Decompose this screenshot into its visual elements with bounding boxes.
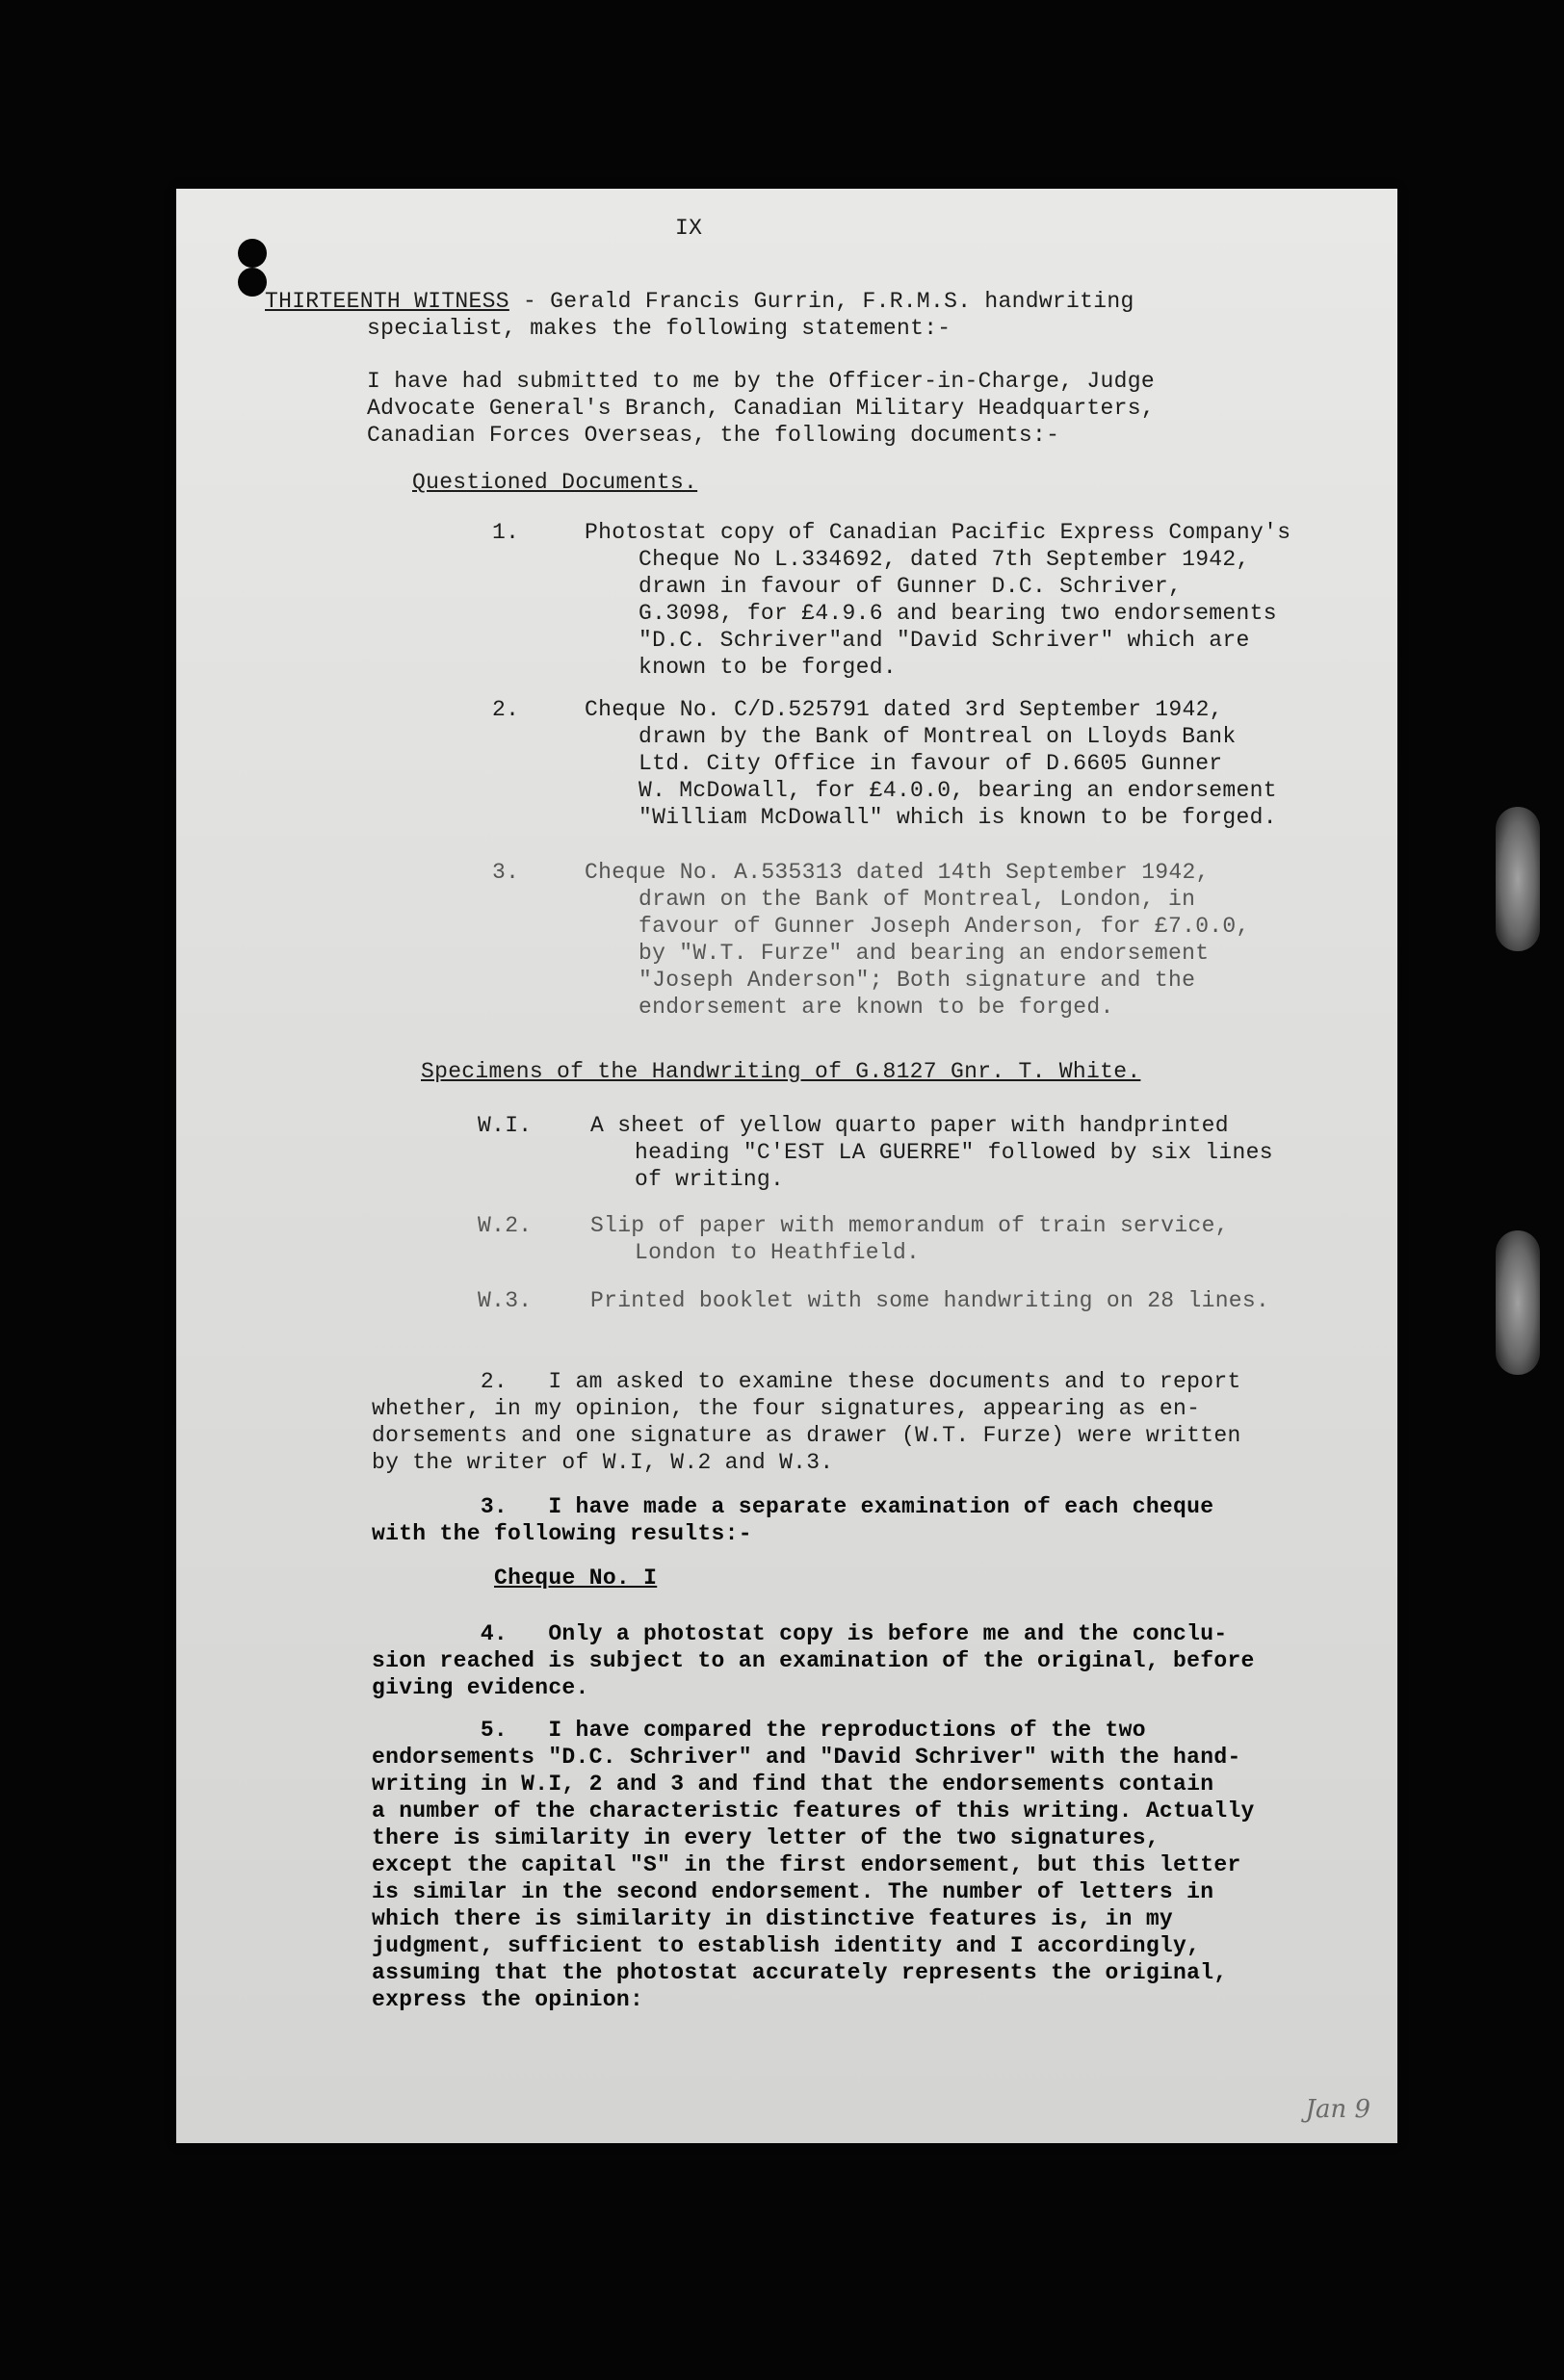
specimens-number: W.I. bbox=[478, 1113, 533, 1138]
para5-line: except the capital "S" in the first endorsement, but this letter bbox=[372, 1852, 1241, 1877]
specimens-number: W.2. bbox=[478, 1213, 533, 1238]
witness-heading-label: THIRTEENTH WITNESS bbox=[265, 289, 509, 314]
punch-hole-top bbox=[238, 239, 267, 268]
para5-line: assuming that the photostat accurately represents the original, bbox=[372, 1960, 1228, 1985]
document-page bbox=[176, 189, 1397, 2143]
para5-line: endorsements "D.C. Schriver" and "David Schriver" with the hand- bbox=[372, 1745, 1241, 1770]
right-edge-blot-lower bbox=[1496, 1230, 1540, 1375]
witness-heading-line-1 bbox=[265, 289, 1134, 316]
specimens-line: Printed booklet with some handwriting on 28 lines. bbox=[590, 1288, 1270, 1313]
para5-line: express the opinion: bbox=[372, 1987, 644, 2012]
questioned-line: Photostat copy of Canadian Pacific Express Company's bbox=[585, 520, 1291, 545]
questioned-line: "Joseph Anderson"; Both signature and the bbox=[639, 968, 1196, 993]
punch-hole-bottom bbox=[238, 268, 267, 297]
cheque-no-heading: Cheque No. I bbox=[494, 1565, 658, 1591]
para5-line: judgment, sufficient to establish identity and I accordingly, bbox=[372, 1933, 1201, 1958]
questioned-line: drawn by the Bank of Montreal on Lloyds Bank bbox=[639, 724, 1237, 749]
specimens-line: heading "C'EST LA GUERRE" followed by six lines bbox=[635, 1140, 1273, 1165]
questioned-line: G.3098, for £4.9.6 and bearing two endorsements bbox=[639, 601, 1277, 626]
para2-line: dorsements and one signature as drawer (W.T. Furze) were written bbox=[372, 1423, 1241, 1448]
specimens-line: A sheet of yellow quarto paper with handprinted bbox=[590, 1113, 1229, 1138]
intro-line: I have had submitted to me by the Officer-in-Charge, Judge bbox=[367, 369, 1155, 394]
para5-line: which there is similarity in distinctive features is, in my bbox=[372, 1906, 1174, 1931]
questioned-number: 2. bbox=[492, 697, 520, 722]
questioned-documents-heading: Questioned Documents. bbox=[412, 470, 698, 495]
right-edge-blot-upper bbox=[1496, 807, 1540, 951]
questioned-number: 3. bbox=[492, 860, 520, 885]
questioned-line: Cheque No. A.535313 dated 14th September 1942, bbox=[585, 860, 1210, 885]
para3-line: with the following results:- bbox=[372, 1521, 752, 1546]
witness-heading-text: - Gerald Francis Gurrin, F.R.M.S. handwriting bbox=[508, 289, 1134, 314]
questioned-line: Ltd. City Office in favour of D.6605 Gunner bbox=[639, 751, 1223, 776]
intro-line: Advocate General's Branch, Canadian Military Headquarters, bbox=[367, 396, 1155, 421]
questioned-line: drawn on the Bank of Montreal, London, in bbox=[639, 887, 1196, 912]
questioned-line: "D.C. Schriver"and "David Schriver" which are bbox=[639, 628, 1250, 653]
para5-line: writing in W.I, 2 and 3 and find that the endorsements contain bbox=[372, 1772, 1214, 1797]
para4-line: giving evidence. bbox=[372, 1675, 589, 1700]
questioned-line: "William McDowall" which is known to be forged. bbox=[639, 805, 1277, 830]
questioned-line: by "W.T. Furze" and bearing an endorsement bbox=[639, 941, 1210, 966]
page-number: IX bbox=[675, 216, 703, 241]
intro-line: Canadian Forces Overseas, the following documents:- bbox=[367, 423, 1060, 448]
witness-heading-line-2: specialist, makes the following statement:- bbox=[367, 316, 951, 341]
para4-line: sion reached is subject to an examination of the original, before bbox=[372, 1648, 1255, 1673]
specimens-heading: Specimens of the Handwriting of G.8127 Gnr. T. White. bbox=[421, 1059, 1141, 1084]
questioned-line: W. McDowall, for £4.0.0, bearing an endorsement bbox=[639, 778, 1277, 803]
para5-line: a number of the characteristic features of this writing. Actually bbox=[372, 1798, 1255, 1824]
questioned-line: known to be forged. bbox=[639, 655, 897, 680]
specimens-number: W.3. bbox=[478, 1288, 533, 1313]
questioned-line: Cheque No. C/D.525791 dated 3rd September 1942, bbox=[585, 697, 1223, 722]
para5-line: there is similarity in every letter of the two signatures, bbox=[372, 1825, 1160, 1850]
para5-line: 5. I have compared the reproductions of the two bbox=[372, 1718, 1146, 1743]
specimens-line: London to Heathfield. bbox=[635, 1240, 921, 1265]
para3-line: 3. I have made a separate examination of each cheque bbox=[372, 1494, 1214, 1519]
questioned-line: Cheque No L.334692, dated 7th September 1942, bbox=[639, 547, 1250, 572]
specimens-line: of writing. bbox=[635, 1167, 785, 1192]
para2-line: whether, in my opinion, the four signatures, appearing as en- bbox=[372, 1396, 1201, 1421]
questioned-line: favour of Gunner Joseph Anderson, for £7.0.0, bbox=[639, 914, 1250, 939]
questioned-line: endorsement are known to be forged. bbox=[639, 995, 1114, 1020]
specimens-line: Slip of paper with memorandum of train service, bbox=[590, 1213, 1229, 1238]
para2-line: by the writer of W.I, W.2 and W.3. bbox=[372, 1450, 834, 1475]
para4-line: 4. Only a photostat copy is before me and the conclu- bbox=[372, 1621, 1228, 1646]
para5-line: is similar in the second endorsement. The number of letters in bbox=[372, 1879, 1214, 1904]
questioned-number: 1. bbox=[492, 520, 520, 545]
initials-signature: Jan 9 bbox=[1305, 2095, 1370, 2124]
para2-line: 2. I am asked to examine these documents and to report bbox=[372, 1369, 1241, 1394]
questioned-line: drawn in favour of Gunner D.C. Schriver, bbox=[639, 574, 1183, 599]
